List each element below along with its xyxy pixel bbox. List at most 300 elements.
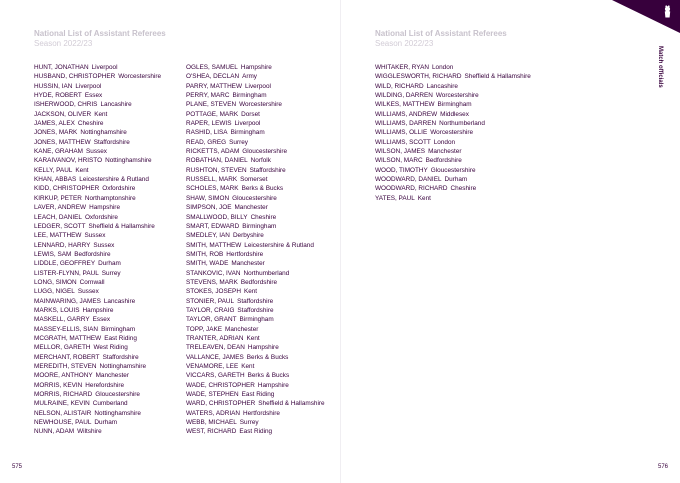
referee-name: SCHOLES, MARK — [186, 185, 239, 193]
referee-county: Oxfordshire — [102, 185, 136, 193]
referee-county: Nottinghamshire — [99, 363, 147, 370]
referee-county: East Riding — [239, 428, 273, 436]
referee-name: LEWIS, SAM — [34, 250, 72, 258]
list-item — [186, 63, 325, 72]
list-item — [375, 156, 531, 165]
referee-name: WATERS, ADRIAN — [186, 409, 240, 417]
referee-county: Gloucestershire — [95, 391, 140, 399]
referee-name: RUSHTON, STEVEN — [186, 166, 247, 174]
list-item — [34, 269, 161, 278]
referee-county: Hertfordshire — [226, 250, 264, 258]
referee-name: MELLOR, GARETH — [34, 344, 91, 352]
list-item — [375, 63, 531, 72]
referee-county: Kent — [246, 334, 260, 342]
left-page-heading — [34, 29, 166, 49]
referee-name: NEWHOUSE, PAUL — [34, 419, 92, 427]
list-item — [34, 334, 161, 343]
referee-county: Cheshire — [77, 120, 104, 128]
list-item — [186, 259, 325, 268]
list-item — [34, 147, 161, 156]
referee-county: Surrey — [239, 419, 259, 427]
list-item — [375, 72, 531, 81]
list-item — [186, 128, 325, 137]
referee-name: STOKES, JOSEPH — [186, 288, 241, 296]
list-item — [34, 231, 161, 240]
referee-county: Birmingham — [239, 316, 274, 324]
referee-county: Birmingham — [230, 129, 265, 137]
referee-name: NELSON, ALISTAIR — [34, 409, 92, 417]
referee-county: Essex — [84, 92, 103, 100]
list-item — [186, 306, 325, 315]
referee-name: KIDD, CHRISTOPHER — [34, 185, 100, 193]
list-item — [186, 213, 325, 222]
referee-name: LISTER-FLYNN, PAUL — [34, 269, 99, 277]
referee-county: Lancashire — [100, 101, 132, 109]
referee-county: Sussex — [84, 232, 106, 240]
referee-county: Nottinghamshire — [80, 129, 127, 137]
list-item — [34, 362, 161, 371]
list-item — [34, 353, 161, 362]
referee-county: Middlesex — [440, 110, 469, 118]
referee-county: Sussex — [86, 148, 107, 156]
list-item — [186, 418, 325, 427]
referee-name: KIRKUP, PETER — [34, 194, 82, 202]
premier-league-lion-icon — [612, 0, 680, 33]
referee-county: Staffordshire — [237, 297, 274, 305]
referee-county: Liverpool — [75, 82, 102, 90]
list-item — [186, 297, 325, 306]
list-item — [375, 184, 531, 193]
left-heading-season: Season 2022/23 — [34, 39, 93, 48]
referee-county: Birmingham — [101, 325, 136, 333]
list-item — [186, 175, 325, 184]
list-item — [186, 110, 325, 119]
referee-county: Kent — [417, 194, 431, 202]
referee-county: West Riding — [93, 344, 128, 352]
list-item — [186, 222, 325, 231]
referee-name: WOODWARD, DANIEL — [375, 176, 442, 184]
referee-name: TOPP, JAKE — [186, 325, 222, 333]
list-item — [186, 231, 325, 240]
list-item — [34, 399, 161, 408]
referee-name: STANKOVIC, IVAN — [186, 269, 241, 277]
list-item — [186, 409, 325, 418]
referee-name: VALLANCE, JAMES — [186, 353, 244, 361]
referee-county: Berks & Bucks — [247, 372, 290, 380]
referee-list-column-3 — [375, 63, 531, 203]
referee-name: HUSSIN, IAN — [34, 82, 73, 90]
referee-county: Northumberland — [439, 120, 485, 128]
list-item — [375, 175, 531, 184]
referee-name: SMITH, MATTHEW — [186, 241, 242, 249]
list-item — [186, 184, 325, 193]
referee-name: WARD, CHRISTOPHER — [186, 400, 256, 408]
referee-name: YATES, PAUL — [375, 194, 415, 202]
referee-county: Manchester — [428, 148, 462, 156]
referee-county: Kent — [243, 288, 258, 296]
referee-name: ISHERWOOD, CHRIS — [34, 101, 98, 109]
list-item — [375, 91, 531, 100]
referee-county: London — [433, 138, 456, 146]
referee-name: VICCARS, GARETH — [186, 372, 245, 380]
referee-name: MAINWARING, JAMES — [34, 297, 101, 305]
referee-county: Staffordshire — [237, 306, 274, 314]
referee-name: MEREDITH, STEVEN — [34, 363, 97, 370]
list-item — [34, 381, 161, 390]
referee-county: Manchester — [95, 372, 129, 380]
referee-name: TRELEAVEN, DEAN — [186, 344, 245, 352]
referee-name: NUNN, ADAM — [34, 428, 75, 436]
referee-county: Oxfordshire — [84, 213, 118, 221]
referee-county: Kent — [241, 363, 255, 370]
referee-county: Worcestershire — [430, 129, 474, 137]
referee-name: WILLIAMS, DARREN — [375, 120, 437, 128]
referee-county: Durham — [94, 419, 118, 427]
referee-name: WEST, RICHARD — [186, 428, 237, 436]
list-item — [34, 418, 161, 427]
list-item — [34, 166, 161, 175]
referee-county: Bedfordshire — [425, 157, 462, 165]
list-item — [186, 203, 325, 212]
referee-county: Durham — [98, 260, 121, 268]
referee-name: WILSON, JAMES — [375, 148, 426, 156]
list-item — [34, 203, 161, 212]
referee-county: Somerset — [240, 176, 268, 184]
referee-name: LENNARD, HARRY — [34, 241, 91, 249]
list-item — [34, 297, 161, 306]
referee-name: SMALLWOOD, BILLY — [186, 213, 248, 221]
referee-name: WOODWARD, RICHARD — [375, 185, 448, 193]
list-item — [375, 110, 531, 119]
referee-name: TAYLOR, CRAIG — [186, 306, 235, 314]
list-item — [34, 409, 161, 418]
list-item — [34, 250, 161, 259]
referee-county: Manchester — [231, 260, 265, 268]
list-item — [375, 138, 531, 147]
referee-county: Birmingham — [232, 92, 267, 100]
list-item — [34, 175, 161, 184]
list-item — [34, 213, 161, 222]
referee-name: SIMPSON, JOE — [186, 204, 232, 212]
referee-name: SMITH, ROB — [186, 250, 224, 258]
list-item — [186, 278, 325, 287]
referee-name: MORRIS, KEVIN — [34, 381, 83, 389]
referee-county: Northamptonshire — [84, 194, 136, 202]
referee-name: VENAMORE, LEE — [186, 363, 239, 370]
referee-county: Gloucestershire — [430, 166, 476, 174]
list-item — [34, 100, 161, 109]
right-heading-title: National List of Assistant Referees — [375, 29, 507, 38]
list-item — [186, 72, 325, 81]
list-item — [186, 82, 325, 91]
list-item — [34, 306, 161, 315]
referee-county: Sheffield & Hallamshire — [258, 400, 325, 408]
list-item — [186, 371, 325, 380]
referee-county: Hertfordshire — [242, 409, 280, 417]
list-item — [375, 166, 531, 175]
list-item — [186, 91, 325, 100]
referee-county: Berks & Bucks — [246, 353, 289, 361]
referee-name: KARAIVANOV, HRISTO — [34, 157, 103, 165]
referee-name: RICKETTS, ADAM — [186, 148, 240, 156]
referee-county: Surrey — [229, 138, 248, 146]
referee-name: SHAW, SIMON — [186, 194, 230, 202]
referee-county: Manchester — [234, 204, 268, 212]
referee-name: MULRAINE, KEVIN — [34, 400, 90, 408]
list-item — [34, 91, 161, 100]
referee-name: KANE, GRAHAM — [34, 148, 84, 156]
referee-name: READ, GREG — [186, 138, 227, 146]
list-item — [375, 128, 531, 137]
referee-name: PLANE, STEVEN — [186, 101, 237, 109]
referee-county: Hampshire — [247, 344, 279, 352]
list-item — [375, 100, 531, 109]
referee-county: Nottinghamshire — [94, 409, 141, 417]
referee-county: Manchester — [225, 325, 259, 333]
referee-name: JONES, MARK — [34, 129, 78, 137]
referee-name: WILLIAMS, OLLIE — [375, 129, 428, 137]
section-label-vertical — [653, 46, 665, 106]
referee-name: JACKSON, OLIVER — [34, 110, 92, 118]
referee-name: WILKES, MATTHEW — [375, 101, 435, 109]
referee-name: SMITH, WADE — [186, 260, 229, 268]
referee-name: LAVER, ANDREW — [34, 204, 87, 212]
list-item — [186, 194, 325, 203]
referee-county: Bedfordshire — [240, 278, 278, 286]
referee-county: Hampshire — [240, 64, 272, 71]
page-number-right: 576 — [657, 464, 668, 470]
left-heading-title: National List of Assistant Referees — [34, 29, 166, 38]
referee-county: Cornwall — [79, 278, 105, 286]
referee-county: Sheffield & Hallamshire — [464, 73, 531, 81]
referee-county: Worcestershire — [239, 101, 282, 109]
list-item — [34, 128, 161, 137]
referee-name: WHITAKER, RYAN — [375, 64, 429, 71]
referee-county: Gloucestershire — [232, 194, 277, 202]
referee-county: Wiltshire — [77, 428, 102, 436]
referee-name: POTTAGE, MARK — [186, 110, 239, 118]
referee-county: London — [431, 64, 454, 71]
referee-name: KELLY, PAUL — [34, 166, 73, 174]
referee-name: TRANTER, ADRIAN — [186, 334, 244, 342]
referee-county: Worcestershire — [435, 92, 479, 100]
referee-name: WILD, RICHARD — [375, 82, 424, 90]
referee-name: HYDE, ROBERT — [34, 92, 82, 100]
referee-name: MARKS, LOUIS — [34, 306, 80, 314]
referee-name: WEBB, MICHAEL — [186, 419, 237, 427]
list-item — [34, 371, 161, 380]
referee-county: Herefordshire — [85, 381, 125, 389]
referee-name: LEACH, DANIEL — [34, 213, 82, 221]
referee-county: Worcestershire — [118, 73, 162, 81]
referee-county: Surrey — [101, 269, 121, 277]
referee-county: Sheffield & Hallamshire — [88, 222, 155, 230]
list-item — [34, 138, 161, 147]
list-item — [34, 82, 161, 91]
list-item — [186, 399, 325, 408]
list-item — [34, 156, 161, 165]
referee-county: Gloucestershire — [242, 148, 288, 156]
list-item — [186, 250, 325, 259]
referee-county: Staffordshire — [93, 138, 130, 146]
referee-name: MASSEY-ELLIS, SIAN — [34, 325, 99, 333]
referee-county: Hampshire — [257, 381, 289, 389]
list-item — [34, 222, 161, 231]
list-item — [34, 278, 161, 287]
referee-name: LEE, MATTHEW — [34, 232, 82, 240]
referee-county: Bedfordshire — [74, 250, 111, 258]
list-item — [34, 72, 161, 81]
referee-county: Leicestershire & Rutland — [244, 241, 314, 249]
referee-name: STONIER, PAUL — [186, 297, 235, 305]
right-page-heading — [375, 29, 507, 49]
referee-name: SMART, EDWARD — [186, 222, 240, 230]
list-item — [186, 315, 325, 324]
referee-list-column-1 — [34, 63, 161, 437]
referee-name: RAPER, LEWIS — [186, 120, 232, 128]
referee-name: TAYLOR, GRANT — [186, 316, 237, 324]
referee-county: Cumberland — [92, 400, 128, 408]
list-item — [34, 241, 161, 250]
referee-name: LIDDLE, GEOFFREY — [34, 260, 96, 268]
list-item — [375, 147, 531, 156]
referee-county: East Riding — [104, 334, 137, 342]
referee-name: RASHID, LISA — [186, 129, 228, 137]
list-item — [186, 353, 325, 362]
referee-county: Sussex — [77, 288, 99, 296]
referee-county: Cheshire — [450, 185, 477, 193]
list-item — [375, 119, 531, 128]
referee-name: WIGGLESWORTH, RICHARD — [375, 73, 462, 81]
referee-name: WILDING, DARREN — [375, 92, 433, 100]
referee-name: PERRY, MARC — [186, 92, 230, 100]
referee-name: MORRIS, RICHARD — [34, 391, 93, 399]
referee-county: Hampshire — [82, 306, 114, 314]
referee-county: Sussex — [93, 241, 115, 249]
referee-list-column-2 — [186, 63, 325, 437]
referee-county: Berks & Bucks — [241, 185, 284, 193]
list-item — [186, 166, 325, 175]
referee-name: ROBATHAN, DANIEL — [186, 157, 248, 165]
list-item — [186, 334, 325, 343]
referee-county: Dorset — [241, 110, 260, 118]
referee-name: HUSBAND, CHRISTOPHER — [34, 73, 116, 81]
page-gutter — [340, 0, 341, 483]
referee-name: WOOD, TIMOTHY — [375, 166, 428, 174]
referee-county: Kent — [75, 166, 89, 174]
right-heading-season: Season 2022/23 — [375, 39, 434, 48]
referee-county: Liverpool — [244, 82, 271, 90]
referee-county: Nottinghamshire — [105, 157, 152, 165]
list-item — [34, 194, 161, 203]
referee-county: Durham — [444, 176, 468, 184]
referee-county: Essex — [92, 316, 111, 324]
list-item — [186, 343, 325, 352]
referee-name: MASKELL, GARRY — [34, 316, 90, 324]
list-item — [34, 259, 161, 268]
list-item — [34, 184, 161, 193]
referee-county: Lancashire — [426, 82, 458, 90]
referee-name: LEDGER, SCOTT — [34, 222, 86, 230]
referee-name: MCGRATH, MATTHEW — [34, 334, 102, 342]
referee-name: JAMES, ALEX — [34, 120, 75, 128]
referee-county: Liverpool — [234, 120, 261, 128]
list-item — [34, 287, 161, 296]
list-item — [34, 427, 161, 436]
referee-county: Leicestershire & Rutland — [79, 176, 149, 184]
referee-county: Birmingham — [437, 101, 472, 109]
list-item — [186, 269, 325, 278]
section-label-text: Match officials — [657, 46, 663, 88]
list-item — [186, 325, 325, 334]
list-item — [186, 100, 325, 109]
referee-county: Staffordshire — [249, 166, 286, 174]
referee-county: Army — [242, 73, 257, 81]
referee-name: STEVENS, MARK — [186, 278, 238, 286]
referee-name: O'SHEA, DECLAN — [186, 73, 240, 81]
list-item — [186, 427, 325, 436]
list-item — [186, 381, 325, 390]
referee-name: WADE, CHRISTOPHER — [186, 381, 255, 389]
list-item — [34, 110, 161, 119]
referee-name: WADE, STEPHEN — [186, 391, 239, 399]
referee-name: LONG, SIMON — [34, 278, 77, 286]
referee-county: Norfolk — [250, 157, 271, 165]
page-number-left: 575 — [12, 464, 23, 470]
referee-name: PARRY, MATTHEW — [186, 82, 242, 90]
list-item — [34, 325, 161, 334]
referee-name: HUNT, JONATHAN — [34, 64, 89, 71]
list-item — [34, 390, 161, 399]
list-item — [34, 343, 161, 352]
referee-name: KHAN, ABBAS — [34, 176, 77, 184]
list-item — [186, 138, 325, 147]
list-item — [186, 287, 325, 296]
list-item — [186, 362, 325, 371]
list-item — [34, 63, 161, 72]
list-item — [186, 241, 325, 250]
referee-name: SMEDLEY, IAN — [186, 232, 230, 240]
referee-name: WILSON, MARC — [375, 157, 423, 165]
list-item — [186, 156, 325, 165]
list-item — [34, 119, 161, 128]
referee-name: OGLES, SAMUEL — [186, 64, 238, 71]
referee-name: MERCHANT, ROBERT — [34, 353, 100, 361]
list-item — [375, 194, 531, 203]
list-item — [186, 390, 325, 399]
referee-name: LUGG, NIGEL — [34, 288, 75, 296]
referee-county: Hampshire — [89, 204, 120, 212]
referee-county: Kent — [94, 110, 108, 118]
list-item — [186, 147, 325, 156]
list-item — [186, 119, 325, 128]
referee-county: Cheshire — [250, 213, 277, 221]
referee-county: Liverpool — [91, 64, 118, 71]
list-item — [375, 82, 531, 91]
referee-county: Birmingham — [242, 222, 277, 230]
referee-county: Derbyshire — [232, 232, 264, 240]
list-item — [34, 315, 161, 324]
referee-name: JONES, MATTHEW — [34, 138, 91, 146]
referee-name: WILLIAMS, SCOTT — [375, 138, 431, 146]
referee-name: RUSSELL, MARK — [186, 176, 238, 184]
referee-county: Staffordshire — [102, 353, 139, 361]
referee-county: Northumberland — [243, 269, 290, 277]
referee-name: MOORE, ANTHONY — [34, 372, 93, 380]
referee-county: Lancashire — [103, 297, 136, 305]
referee-county: East Riding — [241, 391, 275, 399]
referee-name: WILLIAMS, ANDREW — [375, 110, 438, 118]
